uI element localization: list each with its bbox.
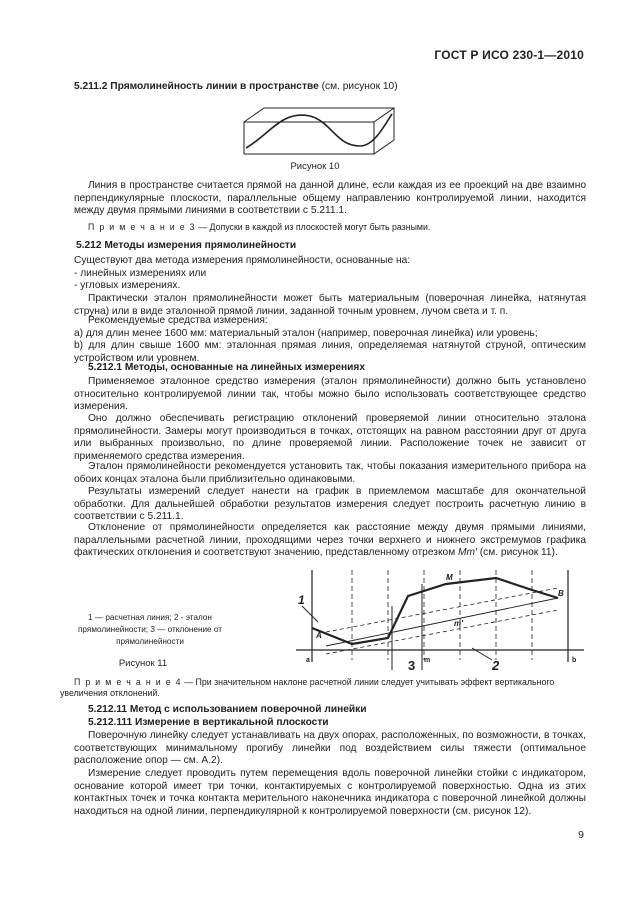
list-item: a) для длин менее 1600 мм: материальный эталон (например, поверочная линейка) или уровень; — [74, 328, 538, 339]
figure-10-caption: Рисунок 10 — [290, 161, 340, 172]
figure-11 — [296, 566, 586, 670]
space-line — [246, 114, 392, 148]
parallel-upper — [326, 588, 558, 632]
label-a: a — [306, 657, 310, 664]
paragraph — [74, 522, 586, 560]
note-4 — [60, 677, 586, 699]
paragraph: Существуют два метода измерения прямолинейности, основанные на: — [74, 255, 411, 266]
figure-10 — [240, 104, 400, 156]
document-header: ГОСТ Р ИСО 230-1—2010 — [434, 48, 584, 62]
paragraph: Практически эталон прямолинейности может быть материальным (поверочная линейка, натянутая струна) или в виде эталонной прямой линии, заданной точным уровнем, лучом света и т. п. — [74, 293, 586, 317]
section-5-211-2-heading — [74, 81, 586, 94]
parallel-lower — [326, 610, 558, 654]
note-text: — При значительном наклоне расчетной линии следует учитывать эффект вертикального увеличения отклонений. — [60, 677, 555, 698]
note-text: — Допуски в каждой из плоскостей могут быть разными. — [195, 222, 431, 232]
section-title: Прямолинейность линии в пространстве — [110, 81, 319, 92]
section-number: 5.211.2 — [74, 81, 108, 92]
label-m: m — [424, 657, 431, 664]
box-front — [244, 122, 374, 154]
list-item: b) для длин свыше 1600 мм: эталонная прямая линия, определяемая натянутой струной, оптическим устройством или уровнем. — [74, 340, 586, 364]
paragraph: Эталон прямолинейности рекомендуется установить так, чтобы показания измерительного прибора на обоих концах эталона были приблизительно одинаковыми. — [74, 461, 586, 485]
paragraph: Оно должно обеспечивать регистрацию отклонений проверяемой линии относительно эталона прямолинейности. Замеры могут производиться в точках, отстоящих на равном расстоянии друг от друга или выбранных произвольно, по длине проверяемой линии. Расположение точек не зависит от применяемого средства измерения. — [74, 413, 586, 463]
note-label: П р и м е ч а н и е 3 — [88, 222, 196, 232]
label-B: B — [558, 589, 564, 598]
label-A: A — [316, 631, 322, 640]
section-5-212-11-heading: 5.212.11 Метод с использованием поверочной линейки — [88, 704, 367, 715]
label-2: 2 — [492, 658, 500, 670]
paragraph: Применяемое эталонное средство измерения (эталон прямолинейности) должно быть установлено относительно контролируемой линии так, чтобы можно было использовать соответствующее средство измерения. — [74, 376, 586, 413]
paragraph: Измерение следует проводить путем перемещения вдоль поверочной линейки стойки с индикатором, основание которой имеет три точки, контактируемых с контролируемой поверхностью. Одна из этих контактных точек и точка контакта мерительного наконечника индикатора с поверочной линейкой должны находиться на одной линии, перпендикулярной к контролируемой поверхности (см. рисунок 12). — [74, 768, 586, 818]
figure-11-caption: Рисунок 11 — [118, 658, 168, 669]
calculated-line — [326, 598, 558, 646]
page-number: 9 — [578, 829, 584, 841]
note-label: П р и м е ч а н и е 4 — [74, 677, 182, 687]
section-5-212-111-heading: 5.212.111 Измерение в вертикальной плоскости — [88, 717, 329, 728]
paragraph-text: (см. рисунок 11). — [476, 547, 558, 559]
paragraph: Поверочную линейку следует устанавливать на двух опорах, расположенных, по возможности, в точках, соответствующих минимальному прогибу линейки под воздействием силы тяжести (оптимальное расположение опор — см. А.2). — [74, 730, 586, 767]
note-3 — [74, 222, 586, 233]
figure-11-legend: 1 — расчетная линия; 2 - эталон прямолинейности; 3 — отклонение от прямолинейности — [77, 613, 222, 646]
paragraph-text: Отклонение от прямолинейности определяется как расстояние между двумя прямыми линиями, параллельными расчетной линии, проходящими через точки верхнего и нижнего экстремумов графика фактических отклонения и соответствуют значению, представленному отрезком — [74, 522, 586, 559]
label-b: b — [572, 657, 577, 664]
paragraph: Линия в пространстве считается прямой на данной длине, если каждая из ее проекций на две взаимно перпендикулярные плоскости, параллельные общему направлению контролируемой линии, находится между двумя прямыми линиями в соответствии с 5.211.1. — [74, 180, 586, 217]
deviation-graph — [312, 578, 558, 644]
section-5-212-1-heading: 5.212.1 Методы, основанные на линейных измерениях — [88, 362, 366, 373]
list-item: - линейных измерениях или — [74, 268, 207, 279]
paragraph: Результаты измерений следует нанести на график в приемлемом масштабе для окончательной обработки. Для дальнейшей обработки результатов измерения следует построить расчетную линию в соответствии с 5.211.1. — [74, 486, 586, 523]
paragraph: Рекомендуемые средства измерения: — [88, 315, 268, 326]
segment-label: Mm′ — [458, 547, 477, 559]
section-5-212-heading: 5.212 Методы измерения прямолинейности — [76, 240, 297, 251]
label-3: 3 — [408, 658, 416, 670]
label-M: M — [446, 573, 453, 582]
list-item: - угловых измерениях. — [74, 280, 181, 291]
label-m-prime: m′ — [454, 619, 464, 628]
box-back — [244, 108, 394, 154]
label-1: 1 — [298, 593, 305, 607]
section-ref: (см. рисунок 10) — [321, 81, 398, 92]
